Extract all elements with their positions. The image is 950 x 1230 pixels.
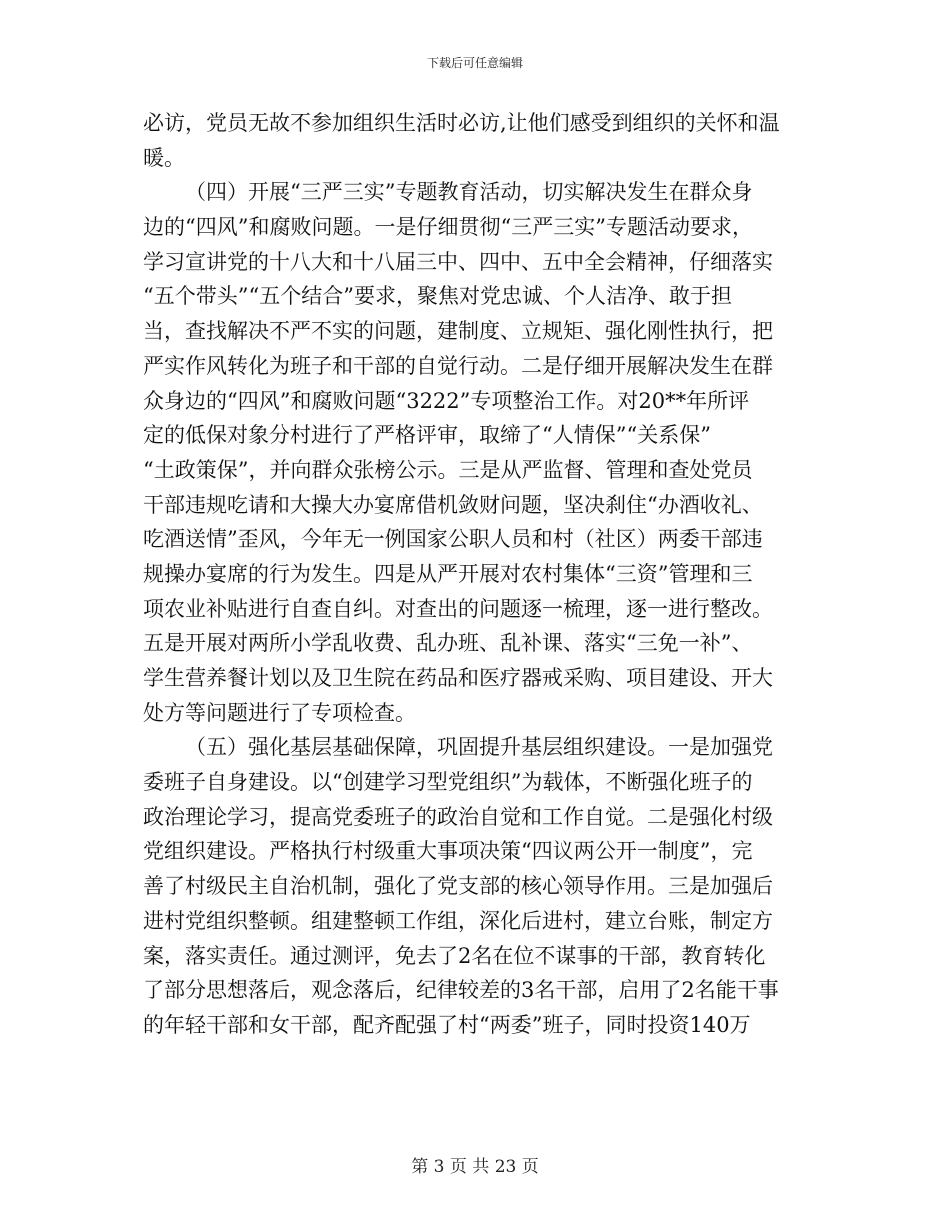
text-line: 五是开展对两所小学乱收费、乱办班、乱补课、落实“三免一补”、 — [143, 631, 753, 656]
text-line: 项农业补贴进行自查自纠。对查出的问题逐一梳理，逐一进行整改。 — [143, 596, 773, 621]
text-line: 定的低保对象分村进行了严格评审，取缔了“人情保”“关系保” — [143, 423, 711, 448]
text-line: 规操办宴席的行为发生。四是从严开展对农村集体“三资”管理和三 — [143, 561, 753, 586]
page-header: 下载后可任意编辑 — [426, 56, 523, 70]
text-line: 当，查找解决不严不实的问题，建制度、立规矩、强化刚性执行，把 — [143, 319, 773, 344]
text-line: 的年轻干部和女干部，配齐配强了村“两委”班子，同时投资140万 — [143, 1012, 751, 1037]
text-line: 处方等问题进行了专项检查。 — [143, 700, 416, 725]
text-line: 委班子自身建设。以“创建学习型党组织”为载体，不断强化班子的 — [143, 770, 753, 795]
text-line: “土政策保”，并向群众张榜公示。三是从严监督、管理和查处党员 — [143, 457, 753, 482]
text-line: “五个带头”“五个结合”要求，聚焦对党忠诚、个人洁净、敢于担 — [143, 284, 732, 309]
text-line: 暖。 — [143, 145, 185, 170]
text-line: 善了村级民主自治机制，强化了党支部的核心领导作用。三是加强后 — [143, 874, 773, 899]
text-line: 政治理论学习，提高党委班子的政治自觉和工作自觉。二是强化村级 — [143, 804, 773, 829]
text-line: 党组织建设。严格执行村级重大事项决策“四议两公开一制度”，完 — [143, 839, 753, 864]
section-four-heading-line: （四）开展“三严三实”专题教育活动，切实解决发生在群众身 — [185, 180, 753, 205]
text-line: 学习宣讲党的十八大和十八届三中、四中、五中全会精神，仔细落实 — [143, 249, 773, 274]
text-line: 必访，党员无故不参加组织生活时必访,让他们感受到组织的关怀和温 — [143, 111, 780, 135]
text-line: 进村党组织整顿。组建整顿工作组，深化后进村，建立台账，制定方 — [143, 908, 773, 933]
text-line: 吃酒送情”歪风，今年无一例国家公职人员和村（社区）两委干部违 — [143, 527, 763, 552]
section-five-heading-line: （五）强化基层基础保障，巩固提升基层组织建设。一是加强党 — [185, 735, 773, 760]
text-line: 干部违规吃请和大操大办宴席借机敛财问题，坚决刹住“办酒收礼、 — [143, 492, 763, 517]
text-line: 案，落实责任。通过测评，免去了2名在位不谋事的干部，教育转化 — [143, 943, 766, 968]
body-text — [143, 106, 807, 1043]
text-line: 严实作风转化为班子和干部的自觉行动。二是仔细开展解决发生在群 — [143, 353, 773, 378]
text-line: 学生营养餐计划以及卫生院在药品和医疗器戒采购、项目建设、开大 — [143, 666, 773, 690]
page-footer: 第 3 页 共 23 页 — [411, 1157, 539, 1177]
text-line: 众身边的“四风”和腐败问题“3222”专项整治工作。对20**年所评 — [143, 388, 750, 413]
text-line: 边的“四风”和腐败问题。一是仔细贯彻“三严三实”专题活动要求， — [143, 215, 753, 240]
text-line: 了部分思想落后，观念落后，纪律较差的3名干部，启用了2名能干事 — [143, 978, 779, 1003]
